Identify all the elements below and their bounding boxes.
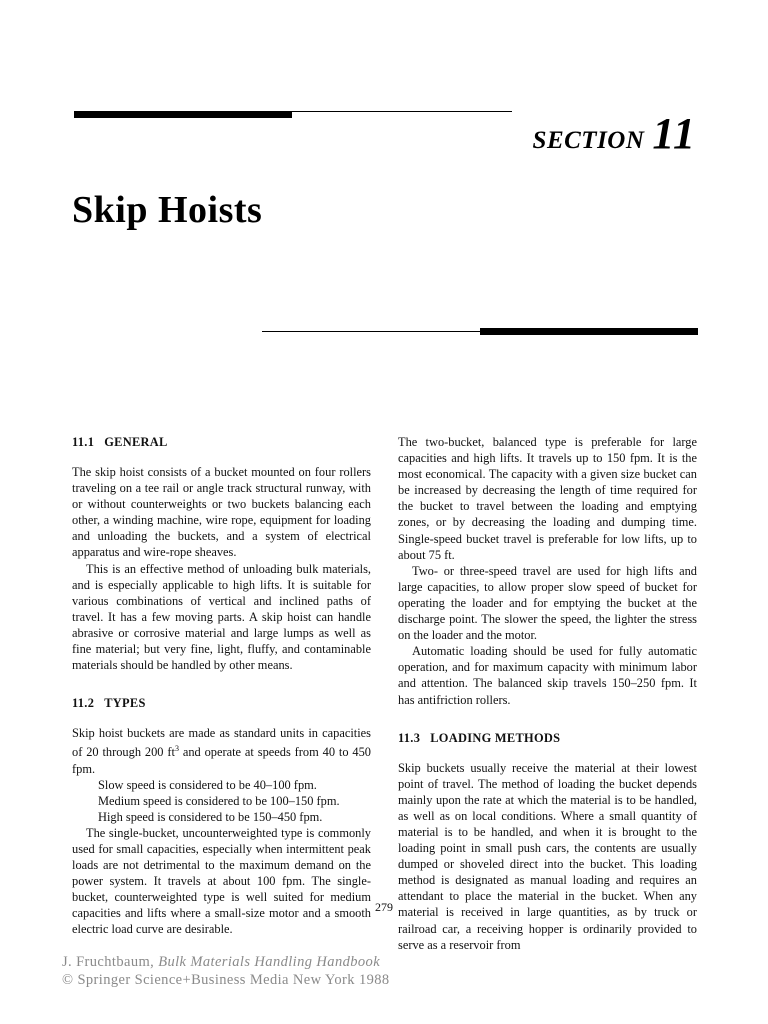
citation: [62, 953, 390, 989]
paragraph: Skip buckets usually receive the material at their lowest point of travel. The method of loading the bucket depends mainly upon the rate at which the material is to be handled, as well as on local conditions. Where a small quantity of material is to be handled, and when it is brought to the loading point in small push cars, the contents are usually dumped or shoveled direct into the bucket. This loading method is designated as manual loading and requires an attendant to place the material in the bucket. When any material is received in large quantities, as by truck or railroad car, a receiving hopper is ordinarily provided to serve as a reservoir from: [398, 760, 697, 952]
citation-author: J. Fruchtbaum,: [62, 954, 159, 970]
speed-line-high: High speed is considered to be 150–450 fpm.: [98, 809, 323, 824]
page-title: Skip Hoists: [72, 189, 263, 231]
paragraph: Two- or three-speed travel are used for high lifts and large capacities, to allow proper slow speed of bucket for operating the loader and for emptying the bucket at the discharge point. The slower the speed, the lighter the stress on the loader and the motor.: [398, 563, 697, 643]
text-run: and operate at speeds from 40 to 450 fpm.: [72, 745, 371, 776]
speed-line-slow: Slow speed is considered to be 40–100 fpm.: [98, 777, 317, 792]
title-rule-thin: [262, 331, 480, 332]
speed-line-medium: Medium speed is considered to be 100–150 fpm.: [98, 793, 340, 808]
section-word: SECTION: [532, 127, 645, 154]
section-heading-title: LOADING METHODS: [430, 730, 561, 745]
section-heading-types: [72, 695, 371, 711]
paragraph: Automatic loading should be used for fully automatic operation, and for maximum capacity with minimum labor and attention. The balanced skip travels 150–250 fpm. It has antifriction rollers.: [398, 644, 697, 707]
section-heading-title: GENERAL: [104, 435, 168, 449]
section-heading-general: [72, 434, 371, 450]
section-heading-number: 11.1: [72, 435, 95, 449]
section-label: [532, 109, 696, 158]
section-heading-title: TYPES: [104, 696, 146, 711]
section-heading-loading-methods: [398, 730, 697, 746]
page-number: 279: [375, 900, 393, 914]
paragraph: This is an effective method of unloading bulk materials, and is especially applicable to high lifts. It is suitable for various combinations of vertical and inclined paths of travel. It has a few moving parts. A skip hoist can handle abrasive or corrosive material and large lumps as well as fine material; but very fine, light, fluffy, and contaminable materials should be handled by other means.: [72, 561, 371, 673]
left-column: [72, 434, 371, 938]
header-rule-thick-top: [74, 111, 292, 118]
citation-line-2: © Springer Science+Business Media New York 1988: [62, 972, 390, 988]
citation-book-title: Bulk Materials Handling Handbook: [158, 954, 381, 970]
text-run: Skip hoist buckets are made as standard units in capacities of 20 through 200 ft: [72, 726, 371, 760]
section-number: 11: [652, 109, 696, 158]
paragraph: The skip hoist consists of a bucket mounted on four rollers traveling on a tee rail or angle track structural runway, with or without counterweights or two buckets balancing each other, a winding machine, wire rope, equipment for loading and unloading the buckets, and a system of electrical apparatus and wire-rope sheaves.: [72, 465, 371, 560]
section-heading-number: 11.3: [398, 730, 421, 745]
header-rule-thin-top: [292, 111, 512, 112]
section-heading-number: 11.2: [72, 696, 95, 711]
superscript: 3: [174, 744, 179, 754]
paragraph: The two-bucket, balanced type is preferable for large capacities and high lifts. It travels up to 150 fpm. It is the most economical. The capacity with a given size bucket can be increased by decreasing the length of time required for the bucket to travel between the loading and emptying zones, or by decreasing the loading and dumping time. Single-speed bucket travel is preferable for low lifts, up to about 75 ft.: [398, 435, 697, 562]
title-rule-thick: [480, 328, 698, 335]
paragraph: The single-bucket, uncounterweighted type is commonly used for small capacities, especially when intermittent peak loads are not detrimental to the maximum demand on the power system. It travels at about 100 fpm. The single-bucket, counterweighted type is well suited for medium capacities and lifts where a small-size motor and a smooth electric load curve are desirable.: [72, 825, 371, 937]
right-column: [398, 434, 697, 953]
citation-line-1: [62, 953, 390, 971]
paragraph: [72, 725, 371, 776]
